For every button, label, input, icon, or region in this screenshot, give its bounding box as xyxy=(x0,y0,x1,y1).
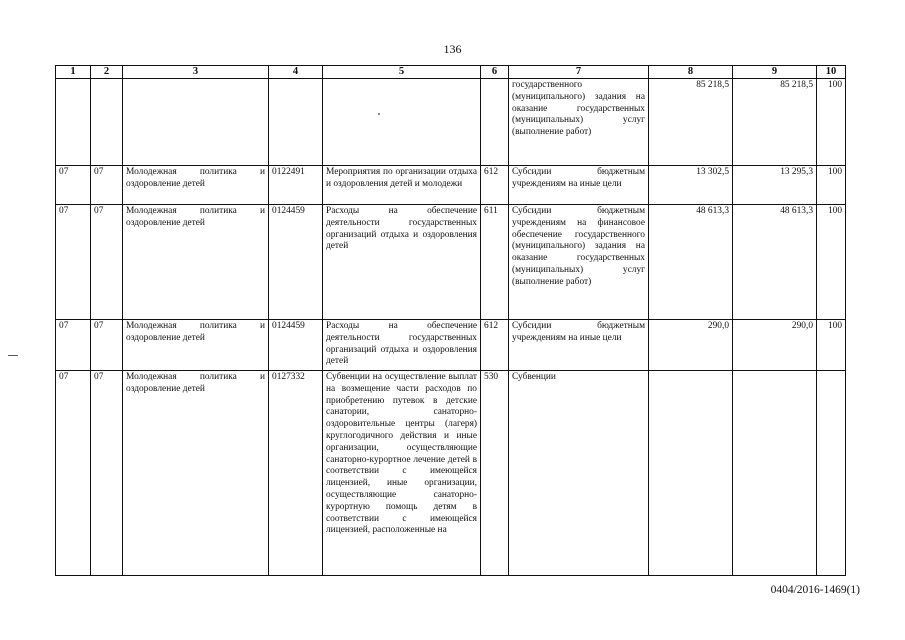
expense-type-name: Субсидии бюджетным учреждениям на финансовое обеспечение государственного (муниципального) задания на оказание государственных (муниципальных) услуг (выполнение работ) xyxy=(509,205,649,320)
planned-amount: 290,0 xyxy=(649,320,733,371)
expense-type-name: Субсидии бюджетным учреждениям на иные цели xyxy=(509,320,649,371)
section-code: 07 xyxy=(56,371,91,576)
execution-percent: 100 xyxy=(817,320,846,371)
section-name: Молодежная политика и оздоровление детей xyxy=(123,371,269,576)
expense-type-name: государственного (муниципального) задания на оказание государственных (муниципальных) услуг (выполнение работ) xyxy=(509,79,649,166)
header-col-8: 8 xyxy=(649,66,733,79)
section-name: Молодежная политика и оздоровление детей xyxy=(123,166,269,205)
header-col-10: 10 xyxy=(817,66,846,79)
table-row xyxy=(56,205,846,320)
table-row xyxy=(56,79,846,166)
page-number: 136 xyxy=(443,42,462,56)
header-col-2: 2 xyxy=(91,66,123,79)
document-id: 0404/2016-1469(1) xyxy=(770,584,860,596)
expense-type-code: 611 xyxy=(481,205,509,320)
expense-type-name: Субсидии бюджетным учреждениям на иные цели xyxy=(509,166,649,205)
target-article-code: 0124459 xyxy=(269,205,323,320)
section-code: 07 xyxy=(56,205,91,320)
section-name: Молодежная политика и оздоровление детей xyxy=(123,320,269,371)
section-code xyxy=(56,79,91,166)
header-row xyxy=(56,66,846,79)
subsection-code xyxy=(91,79,123,166)
header-col-6: 6 xyxy=(481,66,509,79)
target-article-code: 0122491 xyxy=(269,166,323,205)
target-article-name: Субвенции на осуществление выплат на возмещение части расходов по приобретению путевок в детские санатории, санаторно-оздоровительные центры (лагеря) круглогодичного действия и иные организации, осуществляющие санаторно-курортное лечение детей в соответствии с имеющейся лицензией, иные организации, осуществляющие санаторно-курортную помощь детям в соответствии с имеющейся лицензией, расположенные на xyxy=(323,371,481,576)
execution-percent: 100 xyxy=(817,79,846,166)
expense-type-code: 612 xyxy=(481,166,509,205)
expense-type-code xyxy=(481,79,509,166)
target-article-name xyxy=(323,79,481,166)
actual-amount: 48 613,3 xyxy=(733,205,817,320)
actual-amount: 85 218,5 xyxy=(733,79,817,166)
section-name xyxy=(123,79,269,166)
target-article-name: Расходы на обеспечение деятельности государственных организаций отдыха и оздоровления детей xyxy=(323,320,481,371)
target-article-name: Мероприятия по организации отдыха и оздоровления детей и молодежи xyxy=(323,166,481,205)
table-row xyxy=(56,166,846,205)
margin-mark xyxy=(8,355,18,356)
execution-percent xyxy=(817,371,846,576)
subsection-code: 07 xyxy=(91,371,123,576)
actual-amount: 13 295,3 xyxy=(733,166,817,205)
target-article-name: Расходы на обеспечение деятельности государственных организаций отдыха и оздоровления детей xyxy=(323,205,481,320)
section-code: 07 xyxy=(56,166,91,205)
target-article-code: 0127332 xyxy=(269,371,323,576)
table-row xyxy=(56,320,846,371)
table-row xyxy=(56,371,846,576)
header-col-1: 1 xyxy=(56,66,91,79)
actual-amount: 290,0 xyxy=(733,320,817,371)
subsection-code: 07 xyxy=(91,205,123,320)
subsection-code: 07 xyxy=(91,166,123,205)
target-article-code: 0124459 xyxy=(269,320,323,371)
expense-type-code: 530 xyxy=(481,371,509,576)
execution-percent: 100 xyxy=(817,166,846,205)
header-col-7: 7 xyxy=(509,66,649,79)
actual-amount xyxy=(733,371,817,576)
expense-type-name: Субвенции xyxy=(509,371,649,576)
target-article-code xyxy=(269,79,323,166)
expense-type-code: 612 xyxy=(481,320,509,371)
section-code: 07 xyxy=(56,320,91,371)
budget-table xyxy=(55,65,846,576)
section-name: Молодежная политика и оздоровление детей xyxy=(123,205,269,320)
planned-amount: 13 302,5 xyxy=(649,166,733,205)
subsection-code: 07 xyxy=(91,320,123,371)
execution-percent: 100 xyxy=(817,205,846,320)
header-col-3: 3 xyxy=(123,66,269,79)
header-col-4: 4 xyxy=(269,66,323,79)
planned-amount: 48 613,3 xyxy=(649,205,733,320)
planned-amount xyxy=(649,371,733,576)
header-col-9: 9 xyxy=(733,66,817,79)
planned-amount: 85 218,5 xyxy=(649,79,733,166)
header-col-5: 5 xyxy=(323,66,481,79)
